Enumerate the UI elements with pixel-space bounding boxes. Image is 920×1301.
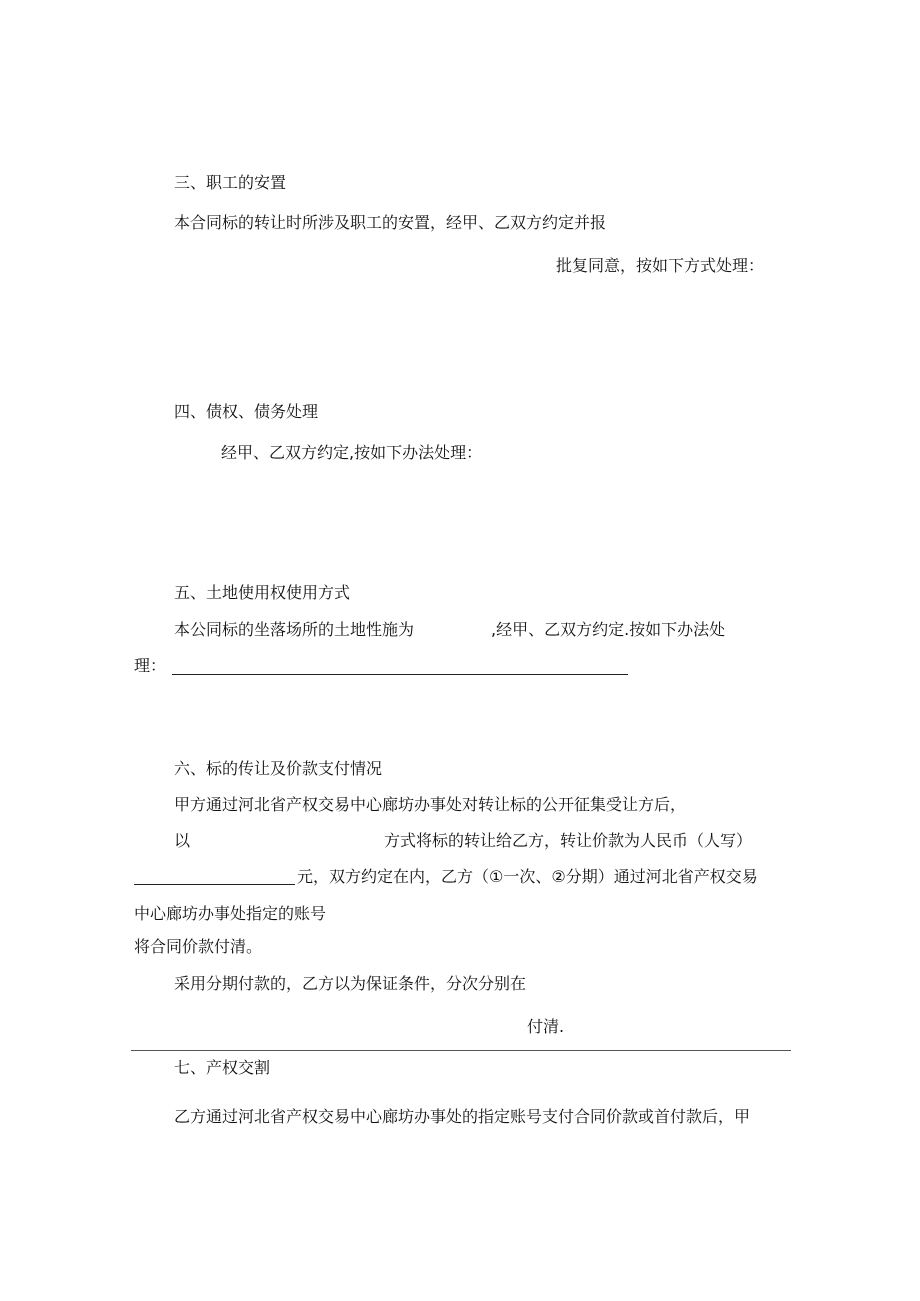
- section-6-line-2a: 以: [174, 831, 191, 850]
- section-6-line-7: 付清.: [527, 1017, 565, 1036]
- section-3-heading: 三、职工的安置: [174, 173, 287, 192]
- section-3-line-1: 本合同标的转让时所涉及职工的安置，经甲、乙双方约定并报: [174, 213, 607, 232]
- section-6-price-blank: [134, 884, 295, 885]
- section-5-heading: 五、土地使用权使用方式: [174, 583, 351, 602]
- section-4-heading: 四、债权、债务处理: [174, 402, 319, 421]
- section-7-heading: 七、产权交割: [174, 1058, 271, 1077]
- section-6-line-3: 元，双方约定在内，乙方（①一次、②分期）通过河北省产权交易: [297, 867, 758, 886]
- section-6-line-5: 将合同价款付清。: [134, 937, 263, 956]
- section-6-line-2b: 方式将标的转让给乙方，转让价款为人民币（人写）: [384, 831, 753, 850]
- section-6-heading: 六、标的传让及价款支付情况: [174, 759, 383, 778]
- section-3-line-2: 批复同意，按如下方式处理：: [556, 256, 765, 275]
- section-6-line-4: 中心廊坊办事处指定的账号: [134, 904, 327, 923]
- section-6-line-1: 甲方通过河北省产权交易中心廊坊办事处对转让标的公开征集受让方后，: [174, 795, 687, 814]
- section-5-line-1b: ,经甲、乙双方约定.按如下办法处: [491, 620, 726, 639]
- section-divider: [131, 1050, 791, 1051]
- section-5-line-2: 理：: [134, 656, 167, 675]
- section-5-line-1a: 本公同标的坐落场所的土地性施为: [174, 620, 415, 639]
- section-4-line-1: 经甲、乙双方约定,按如下办法处理：: [221, 443, 483, 462]
- section-5-blank-line: [172, 674, 628, 675]
- section-6-line-6: 采用分期付款的，乙方以为保证条件，分次分别在: [174, 974, 527, 993]
- section-7-line-1: 乙方通过河北省产权交易中心廊坊办事处的指定账号支付合同价款或首付款后，甲: [174, 1107, 751, 1126]
